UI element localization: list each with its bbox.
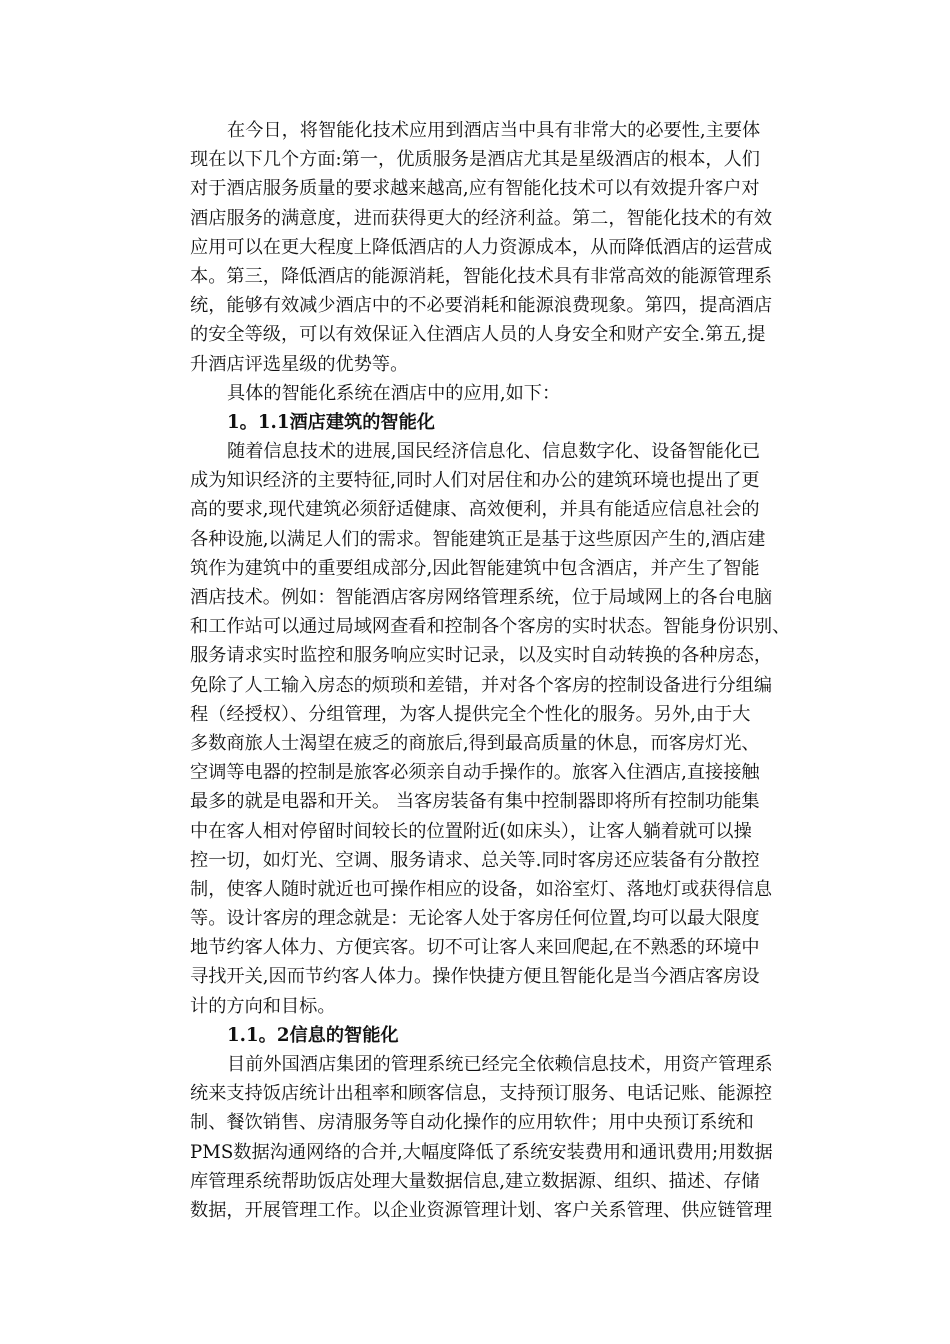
text-line: 现在以下几个方面:第一，优质服务是酒店尤其是星级酒店的根本，人们 bbox=[190, 149, 760, 171]
text-line: 对于酒店服务质量的要求越来越高,应有智能化技术可以有效提升客户对 bbox=[190, 178, 760, 200]
document-page bbox=[190, 116, 810, 1225]
text-line: 随着信息技术的进展,国民经济信息化、信息数字化、设备智能化已 bbox=[227, 441, 761, 463]
text-line: 应用可以在更大程度上降低酒店的人力资源成本，从而降低酒店的运营成 bbox=[190, 236, 773, 258]
text-line: PMS数据沟通网络的合并,大幅度降低了系统安装费用和通讯费用;用数据 bbox=[190, 1141, 773, 1163]
text-line: 最多的就是电器和开关。 当客房装备有集中控制器即将所有控制功能集 bbox=[190, 791, 760, 813]
text-line: 酒店技术。例如：智能酒店客房网络管理系统，位于局域网上的各台电脑 bbox=[190, 587, 773, 608]
text-line: 数据，开展管理工作。以企业资源管理计划、客户关系管理、供应链管理 bbox=[190, 1199, 773, 1221]
text-line: 各种设施,以满足人们的需求。智能建筑正是基于这些原因产生的,酒店建 bbox=[190, 528, 766, 550]
text-line: 库管理系统帮助饭店处理大量数据信息,建立数据源、组织、描述、存储 bbox=[190, 1170, 760, 1192]
text-line: 多数商旅人士渴望在疲乏的商旅后,得到最高质量的休息，而客房灯光、 bbox=[190, 732, 760, 754]
text-line: 制，使客人随时就近也可操作相应的设备，如浴室灯、落地灯或获得信息 bbox=[190, 878, 773, 900]
text-line: 具体的智能化系统在酒店中的应用,如下： bbox=[227, 382, 561, 404]
text-line: 中在客人相对停留时间较长的位置附近(如床头），让客人躺着就可以操 bbox=[190, 820, 752, 842]
text-line: 和工作站可以通过局域网查看和控制各个客房的实时状态。智能身份识别、 bbox=[190, 616, 791, 638]
text-line: 目前外国酒店集团的管理系统已经完全依赖信息技术，用资产管理系 bbox=[227, 1054, 773, 1075]
text-line: 服务请求实时监控和服务响应实时记录，以及实时自动转换的各种房态， bbox=[190, 645, 773, 667]
text-line: 控一切，如灯光、空调、服务请求、总关等.同时客房还应装备有分散控 bbox=[190, 849, 760, 871]
text-line: 升酒店评选星级的优势等。 bbox=[190, 353, 409, 375]
text-line: 统来支持饭店统计出租率和顾客信息，支持预订服务、电话记账、能源控 bbox=[190, 1083, 773, 1105]
text-line: 成为知识经济的主要特征,同时人们对居住和办公的建筑环境也提出了更 bbox=[190, 470, 760, 492]
text-line: 寻找开关,因而节约客人体力。操作快捷方便且智能化是当今酒店客房设 bbox=[190, 966, 760, 988]
section-heading: 1.1。2信息的智能化 bbox=[227, 1024, 399, 1046]
text-line: 等。设计客房的理念就是：无论客人处于客房任何位置,均可以最大限度 bbox=[190, 908, 760, 930]
text-line: 免除了人工输入房态的烦琐和差错，并对各个客房的控制设备进行分组编 bbox=[190, 674, 773, 696]
text-line: 空调等电器的控制是旅客必须亲自动手操作的。旅客入住酒店,直接接触 bbox=[190, 762, 760, 784]
text-line: 制、餐饮销售、房清服务等自动化操作的应用软件；用中央预订系统和 bbox=[190, 1112, 754, 1134]
text-line: 计的方向和目标。 bbox=[190, 995, 336, 1017]
text-line: 酒店服务的满意度，进而获得更大的经济利益。第二，智能化技术的有效 bbox=[190, 207, 773, 229]
text-line: 程（经授权）、分组管理，为客人提供完全个性化的服务。另外,由于大 bbox=[190, 703, 751, 725]
text-line: 本。第三，降低酒店的能源消耗，智能化技术具有非常高效的能源管理系 bbox=[190, 265, 773, 287]
text-line: 的安全等级，可以有效保证入住酒店人员的人身安全和财产安全.第五,提 bbox=[190, 324, 766, 346]
text-line: 在今日，将智能化技术应用到酒店当中具有非常大的必要性,主要体 bbox=[227, 120, 761, 141]
text-line: 地节约客人体力、方便宾客。切不可让客人来回爬起,在不熟悉的环境中 bbox=[190, 937, 760, 959]
text-line: 筑作为建筑中的重要组成部分,因此智能建筑中包含酒店，并产生了智能 bbox=[190, 557, 760, 579]
text-line: 统，能够有效减少酒店中的不必要消耗和能源浪费现象。第四，提高酒店 bbox=[190, 295, 773, 317]
text-line: 高的要求,现代建筑必须舒适健康、高效便利，并具有能适应信息社会的 bbox=[190, 499, 760, 521]
section-heading: 1。1.1酒店建筑的智能化 bbox=[227, 411, 435, 433]
